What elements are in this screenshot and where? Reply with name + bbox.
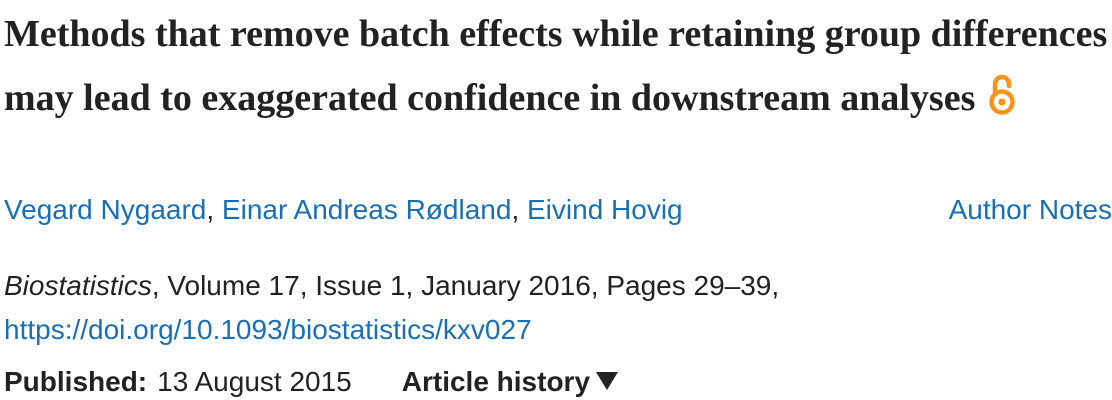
publication-info: [4, 364, 618, 400]
article-title: [4, 2, 1110, 136]
citation: [4, 264, 1110, 352]
author-link[interactable]: Eivind Hovig: [527, 194, 683, 225]
author-link[interactable]: Vegard Nygaard: [4, 194, 207, 225]
author-notes-link[interactable]: Author Notes: [948, 194, 1112, 225]
author-list: [4, 192, 1112, 228]
published-date: 13 August 2015: [157, 366, 352, 397]
published-label: Published:: [4, 366, 148, 397]
citation-details: , Volume 17, Issue 1, January 2016, Pages 29–39,: [151, 270, 780, 301]
author-link[interactable]: Einar Andreas Rødland: [221, 194, 512, 225]
journal-name: Biostatistics: [4, 270, 152, 301]
article-history-label: Article history: [401, 366, 591, 397]
article-title-text: Methods that remove batch effects while retaining group differences may lead to exaggerated confidence in downstream analyses: [4, 13, 1108, 119]
caret-down-icon: [596, 372, 618, 390]
author-separator: ,: [206, 194, 222, 225]
article-history-toggle[interactable]: [402, 366, 618, 397]
doi-link[interactable]: https://doi.org/10.1093/biostatistics/kxv027: [4, 314, 532, 345]
open-access-lock-icon: [987, 72, 1017, 136]
author-separator: ,: [511, 194, 527, 225]
